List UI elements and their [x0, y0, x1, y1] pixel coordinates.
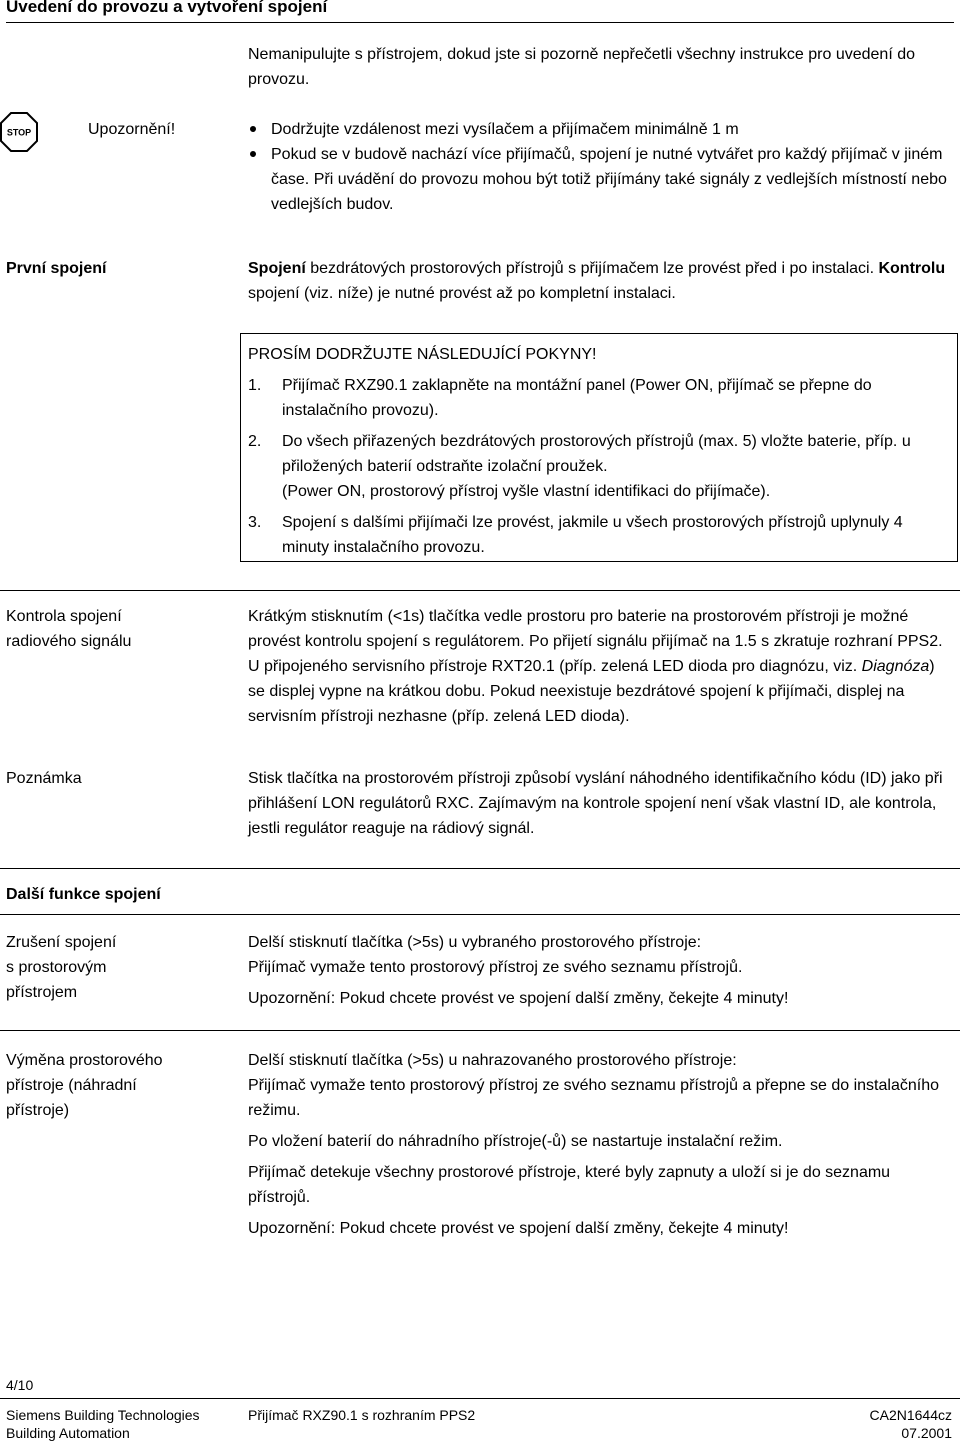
note-label: Poznámka	[6, 770, 82, 787]
step-extra: (Power ON, prostorový přístroj vyšle vlastní identifikaci do přijímače).	[282, 483, 771, 500]
inline-italic: Diagnóza	[861, 658, 930, 675]
footer-company	[6, 1406, 246, 1442]
list-item: Pokud se v budově nachází více přijímačů, spojení je nutné vytvářet pro každý přijímač v jiném čase. Při uvádění do provozu mohou být totiž přijímány také signály z vedlejších místností nebo vedlejších budov.	[248, 142, 948, 217]
step-text: Přijímač RXZ90.1 zaklapněte na montážní panel (Power ON, přijímač se přepne do instalačního provozu).	[282, 377, 872, 419]
warning-label: Upozornění!	[88, 121, 176, 138]
first-connection-text	[248, 256, 948, 306]
replace-label	[6, 1048, 236, 1123]
warning-bullets	[248, 117, 948, 217]
paragraph: Přijímač vymaže tento prostorový přístroj ze svého seznamu přístrojů a přepne se do instalačního režimu.	[248, 1077, 939, 1119]
label-line: radiového signálu	[6, 633, 132, 650]
footer-line: Siemens Building Technologies	[6, 1407, 200, 1423]
footer-line: Building Automation	[6, 1425, 130, 1441]
label-line: přístrojem	[6, 984, 78, 1001]
replace-text	[248, 1048, 948, 1241]
stop-sign-icon	[0, 112, 38, 152]
instructions-content	[248, 342, 948, 560]
paragraph: Delší stisknutí tlačítka (>5s) u nahrazovaného prostorového přístroje:	[248, 1052, 737, 1069]
inline-text: bezdrátových prostorových přístrojů s přijímačem lze provést před i po instalaci.	[305, 260, 879, 277]
footer-line: CA2N1644cz	[869, 1407, 952, 1423]
paragraph: Delší stisknutí tlačítka (>5s) u vybraného prostorového přístroje:	[248, 934, 702, 951]
inline-text: spojení (viz. níže) je nutné provést až po kompletní instalaci.	[248, 285, 676, 302]
divider	[0, 590, 960, 591]
label-line: přístroje (náhradní	[6, 1077, 137, 1094]
footer-product: Přijímač RXZ90.1 s rozhraním PPS2	[248, 1407, 476, 1423]
step-number: 1.	[248, 377, 262, 394]
inline-bold: Spojení	[248, 260, 306, 277]
step-number: 2.	[248, 433, 262, 450]
page-title: Uvedení do provozu a vytvoření spojení	[6, 0, 954, 23]
paragraph: Po vložení baterií do náhradního přístroje(-ů) se nastartuje instalační režim.	[248, 1133, 783, 1150]
footer-line: 07.2001	[901, 1425, 952, 1441]
label-line: Výměna prostorového	[6, 1052, 163, 1069]
warning-paragraph: Upozornění: Pokud chcete provést ve spojení další změny, čekejte 4 minuty!	[248, 990, 789, 1007]
step-text: Spojení s dalšími přijímači lze provést, jakmile u všech prostorových přístrojů uplynuly 4 minuty instalačního provozu.	[282, 514, 903, 556]
label-line: s prostorovým	[6, 959, 107, 976]
note-text: Stisk tlačítka na prostorovém přístroji způsobí vyslání náhodného identifikačního kódu (ID) jako při přihlášení LON regulátorů RXC. Zajímavým na kontrole spojení není však vlastní ID, ale kontrola, jestli regulátor reaguje na rádiový signál.	[248, 770, 943, 837]
footer-doc	[752, 1406, 952, 1442]
paragraph: Přijímač detekuje všechny prostorové přístroje, které byly zapnuty a uloží si je do seznamu přístrojů.	[248, 1164, 891, 1206]
inline-text: Krátkým stisknutím (<1s) tlačítka vedle prostoru pro baterie na prostorovém přístroji je možné provést kontrolu spojení s regulátorem. Po přijetí signálu přijímač na 1.5 s zkratuje rozhraní PPS2. U připojeného servisního přístroje RXT20.1 (příp. zelená LED dioda pro diagnózu, viz.	[248, 608, 943, 675]
step-text: Do všech přiřazených bezdrátových prostorových přístrojů (max. 5) vložte baterie, příp. u přiložených baterií odstraňte izolační proužek.	[282, 433, 911, 475]
page-number: 4/10	[6, 1377, 34, 1393]
inline-text: ) se displej vypne na krátkou dobu. Pokud neexistuje bezdrátové spojení k přijímači, displej na servisním přístroji nezhasne (příp. zelená LED dioda).	[248, 658, 935, 725]
section-heading: Další funkce spojení	[6, 886, 161, 903]
footer-divider	[0, 1398, 960, 1399]
first-connection-label: První spojení	[6, 260, 107, 277]
radio-check-label	[6, 604, 236, 654]
paragraph: Přijímač vymaže tento prostorový přístroj ze svého seznamu přístrojů.	[248, 959, 743, 976]
step-number: 3.	[248, 514, 262, 531]
list-item	[248, 429, 948, 504]
label-line: Kontrola spojení	[6, 608, 122, 625]
divider	[0, 914, 960, 915]
cancel-label	[6, 930, 236, 1005]
divider	[0, 868, 960, 869]
list-item: Dodržujte vzdálenost mezi vysílačem a přijímačem minimálně 1 m	[248, 117, 948, 142]
list-item	[248, 510, 948, 560]
instructions-heading: PROSÍM DODRŽUJTE NÁSLEDUJÍCÍ POKYNY!	[248, 346, 597, 363]
divider	[0, 1030, 960, 1031]
label-line: Zrušení spojení	[6, 934, 117, 951]
inline-bold: Kontrolu	[878, 260, 946, 277]
stop-sign-text: STOP	[6, 127, 32, 138]
radio-check-text	[248, 604, 948, 729]
intro-text: Nemanipulujte s přístrojem, dokud jste si pozorně nepřečetli všechny instrukce pro uvedení do provozu.	[248, 46, 916, 88]
list-item	[248, 373, 948, 423]
label-line: přístroje)	[6, 1102, 70, 1119]
warning-paragraph: Upozornění: Pokud chcete provést ve spojení další změny, čekejte 4 minuty!	[248, 1220, 789, 1237]
cancel-text	[248, 930, 948, 1011]
